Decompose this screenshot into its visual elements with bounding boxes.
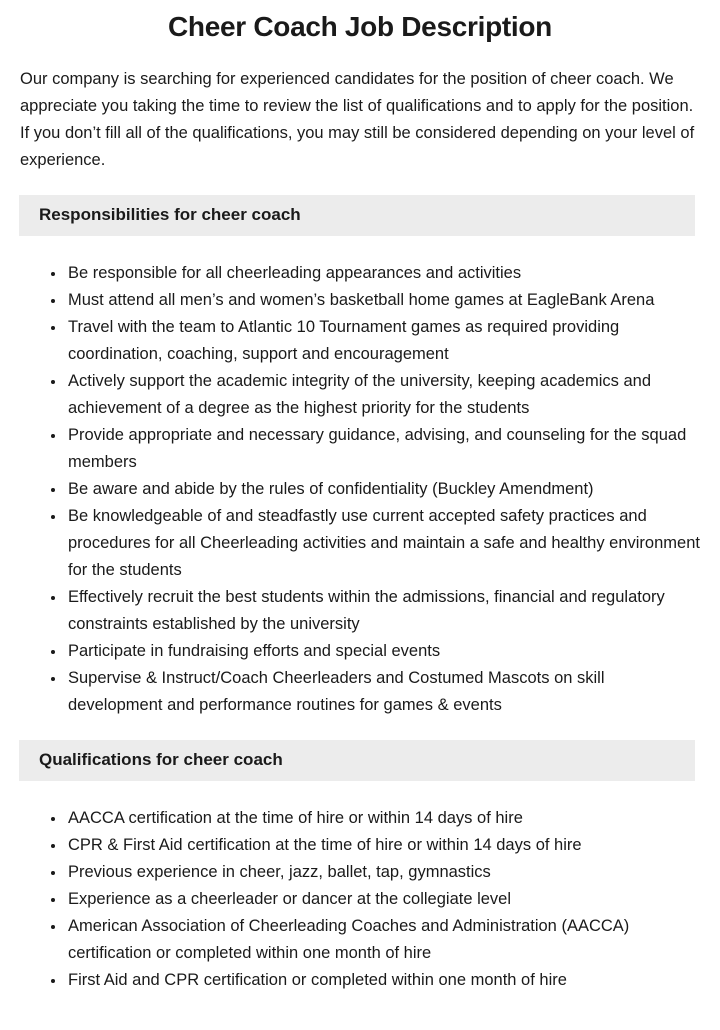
list-item: • First Aid and CPR certification or completed within one month of hire <box>66 967 700 994</box>
list-item: • Must attend all men’s and women’s basketball home games at EagleBank Arena <box>66 287 700 314</box>
list-item: • Travel with the team to Atlantic 10 Tournament games as required providing coordination, coaching, support and encouragement <box>66 314 700 368</box>
list-item: • American Association of Cheerleading Coaches and Administration (AACCA) certification or completed within one month of hire <box>66 913 700 967</box>
list-item: • AACCA certification at the time of hire or within 14 days of hire <box>66 805 700 832</box>
list-item: • Previous experience in cheer, jazz, ballet, tap, gymnastics <box>66 859 700 886</box>
section-heading-responsibilities: Responsibilities for cheer coach <box>19 195 695 236</box>
list-item: • Provide appropriate and necessary guidance, advising, and counseling for the squad members <box>66 422 700 476</box>
list-item: • Experience as a cheerleader or dancer at the collegiate level <box>66 886 700 913</box>
section-responsibilities <box>20 195 700 719</box>
responsibilities-list <box>20 260 700 719</box>
list-item: • Actively support the academic integrity of the university, keeping academics and achievement of a degree as the highest priority for the students <box>66 368 700 422</box>
list-item: • Supervise & Instruct/Coach Cheerleaders and Costumed Mascots on skill development and performance routines for games & events <box>66 665 700 719</box>
list-item: • Effectively recruit the best students within the admissions, financial and regulatory constraints established by the university <box>66 584 700 638</box>
intro-paragraph: Our company is searching for experienced candidates for the position of cheer coach. We appreciate you taking the time to review the list of qualifications and to apply for the position. If you don’t fill all of the qualifications, you may still be considered depending on your level of experience. <box>20 70 695 169</box>
list-item: • Be responsible for all cheerleading appearances and activities <box>66 260 700 287</box>
list-item: • Be aware and abide by the rules of confidentiality (Buckley Amendment) <box>66 476 700 503</box>
section-qualifications <box>20 740 700 994</box>
section-heading-qualifications: Qualifications for cheer coach <box>19 740 695 781</box>
page-title: Cheer Coach Job Description <box>168 11 552 42</box>
list-item: • CPR & First Aid certification at the time of hire or within 14 days of hire <box>66 832 700 859</box>
qualifications-list <box>20 805 700 994</box>
list-item: • Participate in fundraising efforts and special events <box>66 638 700 665</box>
list-item: • Be knowledgeable of and steadfastly use current accepted safety practices and procedures for all Cheerleading activities and maintain a safe and healthy environment for the students <box>66 503 700 584</box>
